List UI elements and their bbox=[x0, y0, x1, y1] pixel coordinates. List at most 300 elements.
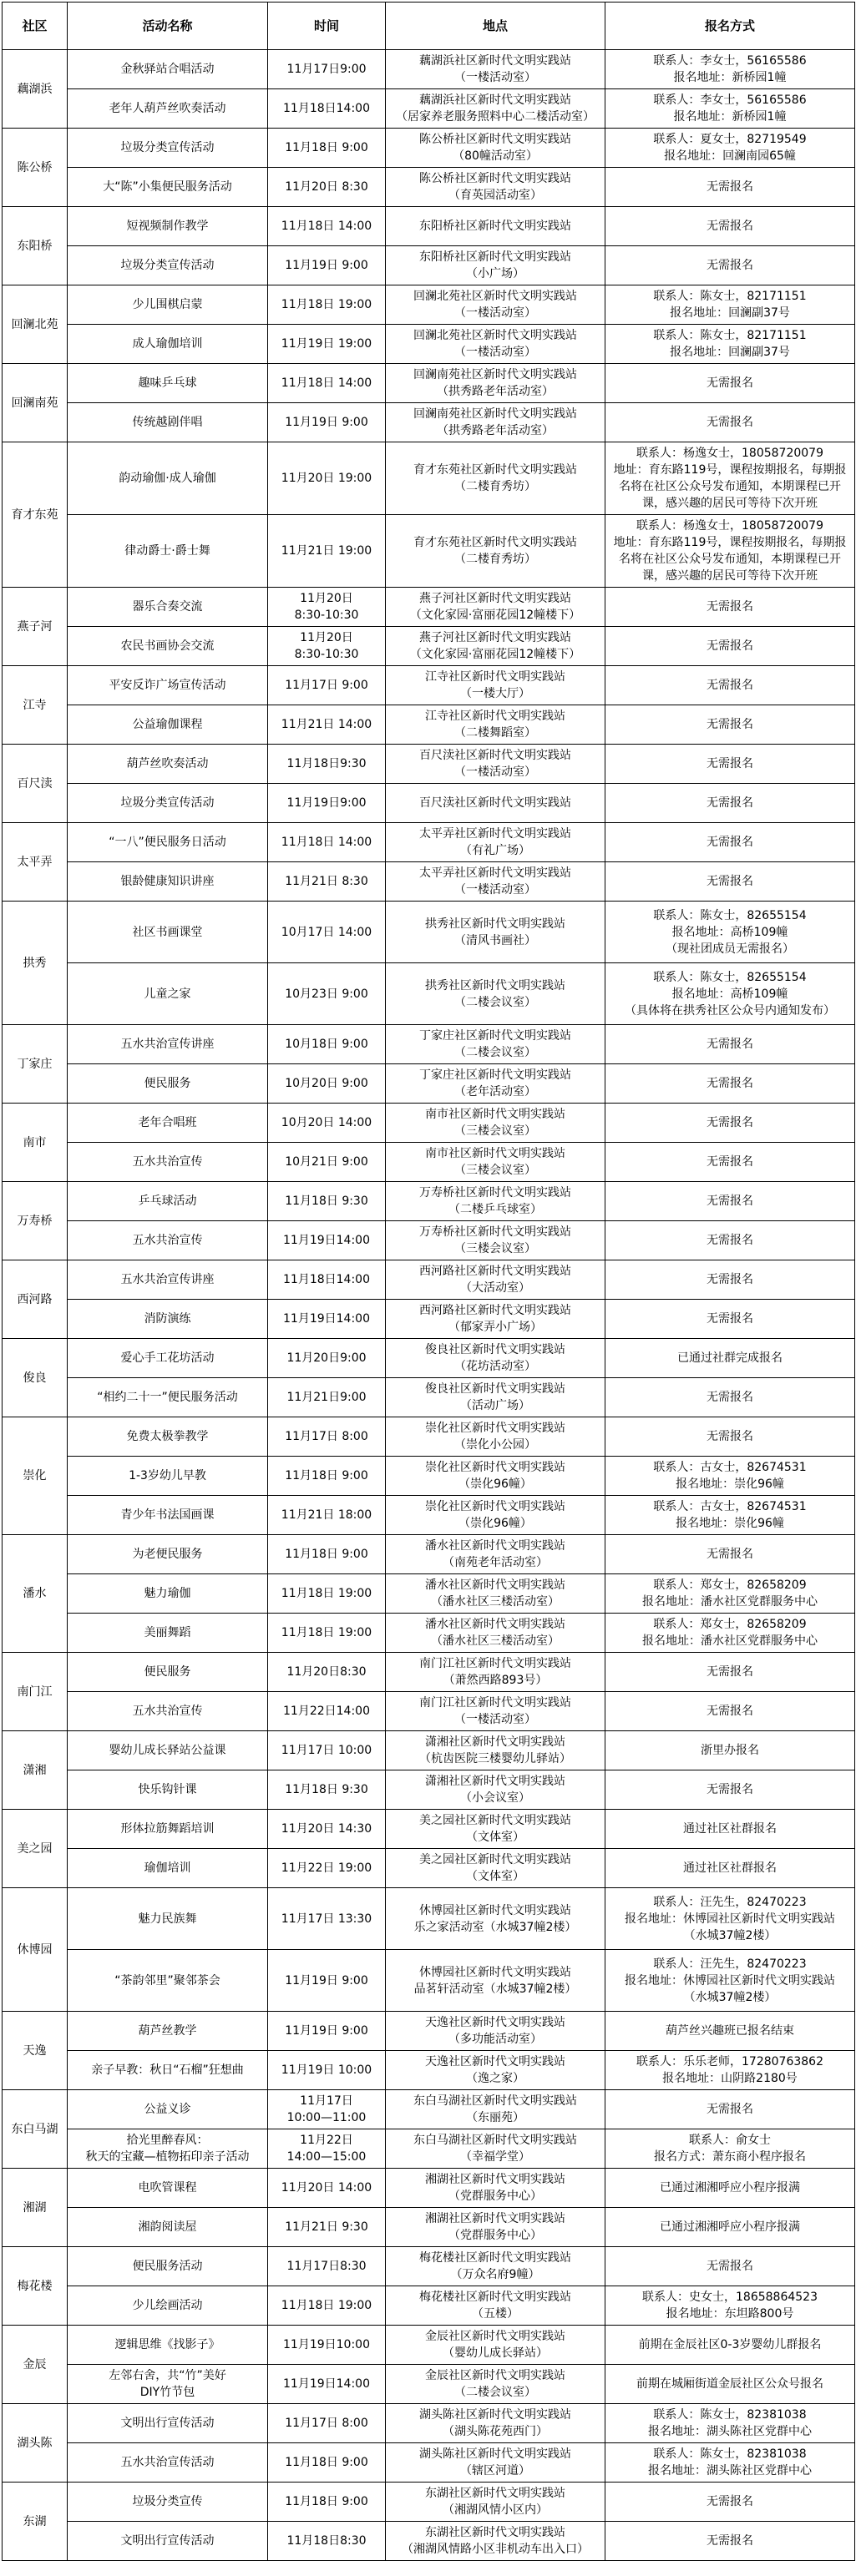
time-cell: 11月18日 9:00 bbox=[268, 1457, 386, 1496]
signup-cell: 联系人：李女士，56165586 报名地址：新桥园1幢 bbox=[605, 50, 855, 89]
signup-cell: 无需报名 bbox=[605, 207, 855, 246]
activity-name-cell: 农民书画协会交流 bbox=[68, 627, 268, 666]
activity-name-cell: 五水共治宣传讲座 bbox=[68, 1260, 268, 1300]
activity-name-cell: 垃圾分类宣传 bbox=[68, 2483, 268, 2522]
table-row bbox=[3, 1849, 855, 1888]
table-row bbox=[3, 823, 855, 862]
table-row bbox=[3, 2404, 855, 2443]
signup-cell: 通过社区社群报名 bbox=[605, 1810, 855, 1849]
signup-cell: 无需报名 bbox=[605, 1025, 855, 1064]
activity-name-cell: 平安反诈广场宣传活动 bbox=[68, 666, 268, 705]
time-cell: 11月17日 10:00 bbox=[268, 1731, 386, 1770]
location-cell: 燕子河社区新时代文明实践站 （文化家园·富丽花园12幢楼下） bbox=[386, 627, 605, 666]
time-cell: 11月17日9:00 bbox=[268, 50, 386, 89]
signup-cell: 无需报名 bbox=[605, 588, 855, 627]
location-cell: 育才东苑社区新时代文明实践站 （二楼育秀坊） bbox=[386, 442, 605, 515]
signup-cell: 联系人：陈女士，82655154 报名地址：高桥109幢 （现社团成员无需报名） bbox=[605, 902, 855, 963]
signup-cell: 无需报名 bbox=[605, 1104, 855, 1143]
activity-name-cell: 免费太极拳教学 bbox=[68, 1417, 268, 1457]
time-cell: 10月20日 9:00 bbox=[268, 1064, 386, 1104]
signup-cell: 无需报名 bbox=[605, 1770, 855, 1810]
time-cell: 11月17日 10:00—11:00 bbox=[268, 2090, 386, 2129]
activity-name-cell: 少儿绘画活动 bbox=[68, 2286, 268, 2326]
table-row bbox=[3, 364, 855, 403]
signup-cell: 联系人：陈女士，82171151 报名地址：回澜副37号 bbox=[605, 325, 855, 364]
signup-cell: 无需报名 bbox=[605, 1378, 855, 1417]
time-cell: 11月18日 19:00 bbox=[268, 1614, 386, 1653]
location-cell: 梅花楼社区新时代文明实践站 （五楼） bbox=[386, 2286, 605, 2326]
location-cell: 南门江社区新时代文明实践站 （萧然西路893号） bbox=[386, 1653, 605, 1692]
time-cell: 11月17日 8:00 bbox=[268, 1417, 386, 1457]
location-cell: 俊良社区新时代文明实践站 （活动广场） bbox=[386, 1378, 605, 1417]
community-cell: 百尺渎 bbox=[3, 745, 68, 823]
time-cell: 11月18日 14:00 bbox=[268, 207, 386, 246]
activity-name-cell: 社区书画课堂 bbox=[68, 902, 268, 963]
activity-name-cell: 传统越剧伴唱 bbox=[68, 403, 268, 442]
location-cell: 回澜北苑社区新时代文明实践站 （一楼活动室） bbox=[386, 325, 605, 364]
signup-cell: 无需报名 bbox=[605, 666, 855, 705]
location-cell: 陈公桥社区新时代文明实践站 （80幢活动室） bbox=[386, 129, 605, 168]
community-cell: 崇化 bbox=[3, 1417, 68, 1535]
time-cell: 11月18日 19:00 bbox=[268, 285, 386, 325]
table-row bbox=[3, 2247, 855, 2286]
location-cell: 育才东苑社区新时代文明实践站 （二楼育秀坊） bbox=[386, 515, 605, 588]
header-signup: 报名方式 bbox=[605, 3, 855, 50]
time-cell: 11月22日 14:00—15:00 bbox=[268, 2129, 386, 2169]
community-cell: 金辰 bbox=[3, 2326, 68, 2404]
table-header-row bbox=[3, 3, 855, 50]
table-row bbox=[3, 627, 855, 666]
signup-cell: 无需报名 bbox=[605, 1260, 855, 1300]
location-cell: 藕湖浜社区新时代文明实践站 （一楼活动室） bbox=[386, 50, 605, 89]
activity-name-cell: 魅力民族舞 bbox=[68, 1888, 268, 1950]
activity-name-cell: 亲子早教：秋日“石榴”狂想曲 bbox=[68, 2051, 268, 2090]
activity-name-cell: 形体拉筋舞蹈培训 bbox=[68, 1810, 268, 1849]
signup-cell: 无需报名 bbox=[605, 745, 855, 784]
signup-cell: 已通过湘湘呼应小程序报满 bbox=[605, 2208, 855, 2247]
location-cell: 崇化社区新时代文明实践站 （崇化小公园） bbox=[386, 1417, 605, 1457]
activity-name-cell: 短视频制作教学 bbox=[68, 207, 268, 246]
table-row bbox=[3, 1888, 855, 1950]
signup-cell: 无需报名 bbox=[605, 862, 855, 902]
time-cell: 11月21日 19:00 bbox=[268, 515, 386, 588]
time-cell: 11月20日8:30 bbox=[268, 1653, 386, 1692]
table-row bbox=[3, 1104, 855, 1143]
time-cell: 11月19日 10:00 bbox=[268, 2051, 386, 2090]
location-cell: 回澜南苑社区新时代文明实践站 （拱秀路老年活动室） bbox=[386, 403, 605, 442]
activity-name-cell: “茶韵邻里”聚邻茶会 bbox=[68, 1950, 268, 2012]
signup-cell: 前期在城厢街道金辰社区公众号报名 bbox=[605, 2365, 855, 2404]
time-cell: 11月18日 14:00 bbox=[268, 823, 386, 862]
time-cell: 11月19日10:00 bbox=[268, 2326, 386, 2365]
table-row bbox=[3, 1574, 855, 1614]
community-cell: 藕湖浜 bbox=[3, 50, 68, 129]
location-cell: 潇湘社区新时代文明实践站 （杭齿医院三楼婴幼儿驿站） bbox=[386, 1731, 605, 1770]
header-activity-name: 活动名称 bbox=[68, 3, 268, 50]
time-cell: 11月19日14:00 bbox=[268, 1221, 386, 1260]
table-row bbox=[3, 588, 855, 627]
location-cell: 金辰社区新时代文明实践站 （婴幼儿成长驿站） bbox=[386, 2326, 605, 2365]
table-row bbox=[3, 168, 855, 207]
community-cell: 拱秀 bbox=[3, 902, 68, 1025]
location-cell: 东白马湖社区新时代文明实践站 （幸福学堂） bbox=[386, 2129, 605, 2169]
table-row bbox=[3, 1417, 855, 1457]
time-cell: 11月20日 8:30-10:30 bbox=[268, 588, 386, 627]
signup-cell: 联系人：杨逸女士，18058720079 地址：育东路119号，课程按期报名，每期报名将在社区公众号发布通知，本期课程已开课，感兴趣的居民可等待下次开班 bbox=[605, 442, 855, 515]
signup-cell: 无需报名 bbox=[605, 364, 855, 403]
time-cell: 11月19日 9:00 bbox=[268, 246, 386, 285]
table-row bbox=[3, 1064, 855, 1104]
community-cell: 美之园 bbox=[3, 1810, 68, 1888]
signup-cell: 联系人：乐乐老师，17280763862 报名地址：山阴路2180号 bbox=[605, 2051, 855, 2090]
time-cell: 11月19日 9:00 bbox=[268, 1950, 386, 2012]
time-cell: 11月17日 8:00 bbox=[268, 2404, 386, 2443]
signup-cell: 联系人：李女士，56165586 报名地址：新桥园1幢 bbox=[605, 89, 855, 129]
table-row bbox=[3, 285, 855, 325]
time-cell: 11月17日 13:30 bbox=[268, 1888, 386, 1950]
location-cell: 太平弄社区新时代文明实践站 （一楼活动室） bbox=[386, 862, 605, 902]
time-cell: 11月19日9:00 bbox=[268, 784, 386, 823]
time-cell: 10月21日 9:00 bbox=[268, 1143, 386, 1182]
table-row bbox=[3, 207, 855, 246]
location-cell: 西河路社区新时代文明实践站 （大活动室） bbox=[386, 1260, 605, 1300]
activity-name-cell: 青少年书法国画课 bbox=[68, 1496, 268, 1535]
signup-cell: 已通过湘湘呼应小程序报满 bbox=[605, 2169, 855, 2208]
signup-cell: 通过社区社群报名 bbox=[605, 1849, 855, 1888]
table-row bbox=[3, 1143, 855, 1182]
community-cell: 太平弄 bbox=[3, 823, 68, 902]
table-row bbox=[3, 705, 855, 745]
time-cell: 11月19日14:00 bbox=[268, 2365, 386, 2404]
community-cell: 万寿桥 bbox=[3, 1182, 68, 1260]
time-cell: 11月20日 19:00 bbox=[268, 442, 386, 515]
community-cell: 东湖 bbox=[3, 2483, 68, 2561]
activity-table bbox=[2, 2, 855, 2561]
community-cell: 回澜北苑 bbox=[3, 285, 68, 364]
table-row bbox=[3, 2090, 855, 2129]
location-cell: 东阳桥社区新时代文明实践站 bbox=[386, 207, 605, 246]
activity-name-cell: 便民服务活动 bbox=[68, 2247, 268, 2286]
location-cell: 东湖社区新时代文明实践站 （湘湖风情小区内） bbox=[386, 2483, 605, 2522]
signup-cell: 联系人：俞女士 报名方式：萧东商小程序报名 bbox=[605, 2129, 855, 2169]
table-row bbox=[3, 1457, 855, 1496]
location-cell: 丁家庄社区新时代文明实践站 （老年活动室） bbox=[386, 1064, 605, 1104]
community-cell: 东阳桥 bbox=[3, 207, 68, 285]
location-cell: 万寿桥社区新时代文明实践站 （三楼会议室） bbox=[386, 1221, 605, 1260]
activity-name-cell: 垃圾分类宣传活动 bbox=[68, 246, 268, 285]
community-cell: 休博园 bbox=[3, 1888, 68, 2012]
location-cell: 江寺社区新时代文明实践站 （二楼舞蹈室） bbox=[386, 705, 605, 745]
table-row bbox=[3, 2483, 855, 2522]
table-row bbox=[3, 1496, 855, 1535]
location-cell: 万寿桥社区新时代文明实践站 （二楼乒乓球室） bbox=[386, 1182, 605, 1221]
table-row bbox=[3, 2051, 855, 2090]
signup-cell: 无需报名 bbox=[605, 246, 855, 285]
activity-name-cell: 五水共治宣传 bbox=[68, 1143, 268, 1182]
activity-name-cell: 五水共治宣传 bbox=[68, 1692, 268, 1731]
community-cell: 潘水 bbox=[3, 1535, 68, 1653]
signup-cell: 无需报名 bbox=[605, 2522, 855, 2561]
table-row bbox=[3, 1378, 855, 1417]
time-cell: 10月18日 9:00 bbox=[268, 1025, 386, 1064]
location-cell: 天逸社区新时代文明实践站 （逸之家） bbox=[386, 2051, 605, 2090]
location-cell: 湖头陈社区新时代文明实践站 （湖头陈花苑西门） bbox=[386, 2404, 605, 2443]
signup-cell: 联系人：夏女士，82719549 报名地址：回澜南园65幢 bbox=[605, 129, 855, 168]
table-row bbox=[3, 2443, 855, 2483]
table-row bbox=[3, 1300, 855, 1339]
activity-name-cell: 五水共治宣传 bbox=[68, 1221, 268, 1260]
community-cell: 南市 bbox=[3, 1104, 68, 1182]
community-cell: 南门江 bbox=[3, 1653, 68, 1731]
time-cell: 11月20日 14:00 bbox=[268, 2169, 386, 2208]
table-row bbox=[3, 50, 855, 89]
time-cell: 11月22日 19:00 bbox=[268, 1849, 386, 1888]
location-cell: 潇湘社区新时代文明实践站 （小会议室） bbox=[386, 1770, 605, 1810]
table-row bbox=[3, 1260, 855, 1300]
table-row bbox=[3, 129, 855, 168]
signup-cell: 无需报名 bbox=[605, 1221, 855, 1260]
time-cell: 11月17日8:30 bbox=[268, 2247, 386, 2286]
time-cell: 11月18日14:00 bbox=[268, 1260, 386, 1300]
location-cell: 燕子河社区新时代文明实践站 （文化家园·富丽花园12幢楼下） bbox=[386, 588, 605, 627]
table-body bbox=[3, 50, 855, 2561]
activity-name-cell: 成人瑜伽培训 bbox=[68, 325, 268, 364]
signup-cell: 联系人：陈女士，82381038 报名地址：湖头陈社区党群中心 bbox=[605, 2443, 855, 2483]
table-row bbox=[3, 325, 855, 364]
community-cell: 湖头陈 bbox=[3, 2404, 68, 2483]
time-cell: 11月18日8:30 bbox=[268, 2522, 386, 2561]
signup-cell: 无需报名 bbox=[605, 823, 855, 862]
time-cell: 11月19日14:00 bbox=[268, 1300, 386, 1339]
activity-name-cell: 老年合唱班 bbox=[68, 1104, 268, 1143]
location-cell: 丁家庄社区新时代文明实践站 （二楼会议室） bbox=[386, 1025, 605, 1064]
table-row bbox=[3, 403, 855, 442]
time-cell: 11月21日 14:00 bbox=[268, 705, 386, 745]
signup-cell: 无需报名 bbox=[605, 784, 855, 823]
table-row bbox=[3, 1810, 855, 1849]
time-cell: 11月18日 9:30 bbox=[268, 1770, 386, 1810]
activity-name-cell: 垃圾分类宣传活动 bbox=[68, 129, 268, 168]
location-cell: 崇化社区新时代文明实践站 （崇化96幢） bbox=[386, 1496, 605, 1535]
location-cell: 百尺渎社区新时代文明实践站 bbox=[386, 784, 605, 823]
community-cell: 东白马湖 bbox=[3, 2090, 68, 2169]
signup-cell: 联系人：汪先生，82470223 报名地址：休博园社区新时代文明实践站 （水城37幢2楼） bbox=[605, 1950, 855, 2012]
signup-cell: 无需报名 bbox=[605, 1653, 855, 1692]
activity-name-cell: “一八”便民服务日活动 bbox=[68, 823, 268, 862]
table-row bbox=[3, 784, 855, 823]
table-row bbox=[3, 1339, 855, 1378]
activity-name-cell: 电吹管课程 bbox=[68, 2169, 268, 2208]
time-cell: 11月18日 9:00 bbox=[268, 2443, 386, 2483]
header-location: 地点 bbox=[386, 3, 605, 50]
activity-name-cell: 快乐钩针课 bbox=[68, 1770, 268, 1810]
activity-name-cell: 瑜伽培训 bbox=[68, 1849, 268, 1888]
time-cell: 11月17日 9:00 bbox=[268, 666, 386, 705]
location-cell: 拱秀社区新时代文明实践站 （清风书画社） bbox=[386, 902, 605, 963]
signup-cell: 无需报名 bbox=[605, 1692, 855, 1731]
community-cell: 俊良 bbox=[3, 1339, 68, 1417]
table-row bbox=[3, 1692, 855, 1731]
signup-cell: 无需报名 bbox=[605, 1535, 855, 1574]
time-cell: 11月20日 14:30 bbox=[268, 1810, 386, 1849]
activity-name-cell: 银龄健康知识讲座 bbox=[68, 862, 268, 902]
table-row bbox=[3, 2365, 855, 2404]
activity-name-cell: 公益瑜伽课程 bbox=[68, 705, 268, 745]
time-cell: 10月23日 9:00 bbox=[268, 963, 386, 1025]
location-cell: 南市社区新时代文明实践站 （三楼会议室） bbox=[386, 1104, 605, 1143]
time-cell: 11月21日 18:00 bbox=[268, 1496, 386, 1535]
time-cell: 11月20日 8:30-10:30 bbox=[268, 627, 386, 666]
activity-name-cell: 消防演练 bbox=[68, 1300, 268, 1339]
table-row bbox=[3, 1221, 855, 1260]
time-cell: 11月18日 9:00 bbox=[268, 2483, 386, 2522]
activity-name-cell: 葫芦丝教学 bbox=[68, 2012, 268, 2051]
activity-name-cell: 少儿围棋启蒙 bbox=[68, 285, 268, 325]
activity-name-cell: 垃圾分类宣传活动 bbox=[68, 784, 268, 823]
time-cell: 11月22日14:00 bbox=[268, 1692, 386, 1731]
activity-name-cell: 金秋驿站合唱活动 bbox=[68, 50, 268, 89]
community-cell: 丁家庄 bbox=[3, 1025, 68, 1104]
activity-name-cell: 文明出行宣传活动 bbox=[68, 2522, 268, 2561]
location-cell: 回澜南苑社区新时代文明实践站 （拱秀路老年活动室） bbox=[386, 364, 605, 403]
table-row bbox=[3, 1653, 855, 1692]
table-row bbox=[3, 862, 855, 902]
location-cell: 江寺社区新时代文明实践站 （一楼大厅） bbox=[386, 666, 605, 705]
signup-cell: 葫芦丝兴趣班已报名结束 bbox=[605, 2012, 855, 2051]
signup-cell: 无需报名 bbox=[605, 2483, 855, 2522]
activity-name-cell: 老年人葫芦丝吹奏活动 bbox=[68, 89, 268, 129]
time-cell: 11月18日 14:00 bbox=[268, 364, 386, 403]
location-cell: 百尺渎社区新时代文明实践站 （一楼活动室） bbox=[386, 745, 605, 784]
time-cell: 11月19日 19:00 bbox=[268, 325, 386, 364]
table-row bbox=[3, 1614, 855, 1653]
activity-name-cell: 大“陈”小集便民服务活动 bbox=[68, 168, 268, 207]
table-row bbox=[3, 2169, 855, 2208]
activity-name-cell: 逻辑思维《找影子》 bbox=[68, 2326, 268, 2365]
community-cell: 西河路 bbox=[3, 1260, 68, 1339]
signup-cell: 无需报名 bbox=[605, 627, 855, 666]
location-cell: 陈公桥社区新时代文明实践站 （育英园活动室） bbox=[386, 168, 605, 207]
activity-name-cell: 律动爵士·爵士舞 bbox=[68, 515, 268, 588]
signup-cell: 联系人：郑女士，82658209 报名地址：潘水社区党群服务中心 bbox=[605, 1574, 855, 1614]
time-cell: 11月21日9:00 bbox=[268, 1378, 386, 1417]
signup-cell: 联系人：汪先生，82470223 报名地址：休博园社区新时代文明实践站 （水城37幢2楼） bbox=[605, 1888, 855, 1950]
community-cell: 天逸 bbox=[3, 2012, 68, 2090]
time-cell: 11月20日 8:30 bbox=[268, 168, 386, 207]
activity-name-cell: 儿童之家 bbox=[68, 963, 268, 1025]
time-cell: 11月18日 19:00 bbox=[268, 2286, 386, 2326]
activity-name-cell: 五水共治宣传讲座 bbox=[68, 1025, 268, 1064]
signup-cell: 无需报名 bbox=[605, 1064, 855, 1104]
signup-cell: 浙里办报名 bbox=[605, 1731, 855, 1770]
location-cell: 潘水社区新时代文明实践站 （潘水社区三楼活动室） bbox=[386, 1574, 605, 1614]
signup-cell: 无需报名 bbox=[605, 1417, 855, 1457]
signup-cell: 无需报名 bbox=[605, 1182, 855, 1221]
location-cell: 金辰社区新时代文明实践站 （二楼会议室） bbox=[386, 2365, 605, 2404]
location-cell: 崇化社区新时代文明实践站 （崇化96幢） bbox=[386, 1457, 605, 1496]
community-cell: 江寺 bbox=[3, 666, 68, 745]
signup-cell: 联系人：古女士，82674531 报名地址：崇化96幢 bbox=[605, 1457, 855, 1496]
location-cell: 回澜北苑社区新时代文明实践站 （一楼活动室） bbox=[386, 285, 605, 325]
activity-name-cell: 为老便民服务 bbox=[68, 1535, 268, 1574]
table-row bbox=[3, 2286, 855, 2326]
location-cell: 湘湖社区新时代文明实践站 （党群服务中心） bbox=[386, 2169, 605, 2208]
activity-name-cell: 乒乓球活动 bbox=[68, 1182, 268, 1221]
time-cell: 10月20日 14:00 bbox=[268, 1104, 386, 1143]
signup-cell: 联系人：古女士，82674531 报名地址：崇化96幢 bbox=[605, 1496, 855, 1535]
signup-cell: 无需报名 bbox=[605, 2247, 855, 2286]
signup-cell: 联系人：陈女士，82381038 报名地址：湖头陈社区党群中心 bbox=[605, 2404, 855, 2443]
time-cell: 11月21日 8:30 bbox=[268, 862, 386, 902]
activity-name-cell: 湘韵阅读屋 bbox=[68, 2208, 268, 2247]
activity-name-cell: 文明出行宣传活动 bbox=[68, 2404, 268, 2443]
community-cell: 回澜南苑 bbox=[3, 364, 68, 442]
signup-cell: 已通过社群完成报名 bbox=[605, 1339, 855, 1378]
signup-cell: 联系人：陈女士，82655154 报名地址：高桥109幢 （具体将在拱秀社区公众号内通知发布） bbox=[605, 963, 855, 1025]
signup-cell: 联系人：史女士，18658864523 报名地址：东坦路800号 bbox=[605, 2286, 855, 2326]
table-row bbox=[3, 1770, 855, 1810]
location-cell: 南市社区新时代文明实践站 （三楼会议室） bbox=[386, 1143, 605, 1182]
signup-cell: 无需报名 bbox=[605, 2090, 855, 2129]
table-row bbox=[3, 2326, 855, 2365]
time-cell: 11月19日 9:00 bbox=[268, 403, 386, 442]
location-cell: 东阳桥社区新时代文明实践站 （小广场） bbox=[386, 246, 605, 285]
location-cell: 休博园社区新时代文明实践站 乐之家活动室（水城37幢2楼） bbox=[386, 1888, 605, 1950]
time-cell: 11月19日 9:00 bbox=[268, 2012, 386, 2051]
signup-cell: 无需报名 bbox=[605, 168, 855, 207]
table-row bbox=[3, 2208, 855, 2247]
location-cell: 梅花楼社区新时代文明实践站 （万众名府9幢） bbox=[386, 2247, 605, 2286]
activity-name-cell: 趣味乒乓球 bbox=[68, 364, 268, 403]
activity-name-cell: 左邻右舍，共“竹”美好 DIY竹节包 bbox=[68, 2365, 268, 2404]
time-cell: 11月18日 9:30 bbox=[268, 1182, 386, 1221]
activity-name-cell: 葫芦丝吹奏活动 bbox=[68, 745, 268, 784]
location-cell: 美之园社区新时代文明实践站 （文体室） bbox=[386, 1849, 605, 1888]
time-cell: 11月18日 19:00 bbox=[268, 1574, 386, 1614]
activity-name-cell: 韵动瑜伽·成人瑜伽 bbox=[68, 442, 268, 515]
signup-cell: 无需报名 bbox=[605, 403, 855, 442]
location-cell: 西河路社区新时代文明实践站 （郁家弄小广场） bbox=[386, 1300, 605, 1339]
community-cell: 潇湘 bbox=[3, 1731, 68, 1810]
header-time: 时间 bbox=[268, 3, 386, 50]
table-row bbox=[3, 442, 855, 515]
signup-cell: 无需报名 bbox=[605, 705, 855, 745]
table-row bbox=[3, 89, 855, 129]
community-cell: 陈公桥 bbox=[3, 129, 68, 207]
table-row bbox=[3, 515, 855, 588]
location-cell: 藕湖浜社区新时代文明实践站 （居家养老服务照料中心二楼活动室） bbox=[386, 89, 605, 129]
activity-name-cell: 拾光里醉春风： 秋天的宝藏—植物拓印亲子活动 bbox=[68, 2129, 268, 2169]
time-cell: 11月20日9:00 bbox=[268, 1339, 386, 1378]
table-row bbox=[3, 2012, 855, 2051]
community-cell: 燕子河 bbox=[3, 588, 68, 666]
time-cell: 11月18日 9:00 bbox=[268, 1535, 386, 1574]
table-row bbox=[3, 246, 855, 285]
activity-name-cell: “相约二十一”便民服务活动 bbox=[68, 1378, 268, 1417]
table-row bbox=[3, 963, 855, 1025]
table-row bbox=[3, 902, 855, 963]
location-cell: 美之园社区新时代文明实践站 （文体室） bbox=[386, 1810, 605, 1849]
time-cell: 11月18日14:00 bbox=[268, 89, 386, 129]
activity-name-cell: 器乐合奏交流 bbox=[68, 588, 268, 627]
table-row bbox=[3, 1950, 855, 2012]
activity-name-cell: 1-3岁幼儿早教 bbox=[68, 1457, 268, 1496]
location-cell: 太平弄社区新时代文明实践站 （有礼广场） bbox=[386, 823, 605, 862]
time-cell: 11月18日9:30 bbox=[268, 745, 386, 784]
table-row bbox=[3, 1731, 855, 1770]
time-cell: 11月21日 9:30 bbox=[268, 2208, 386, 2247]
table-row bbox=[3, 666, 855, 705]
